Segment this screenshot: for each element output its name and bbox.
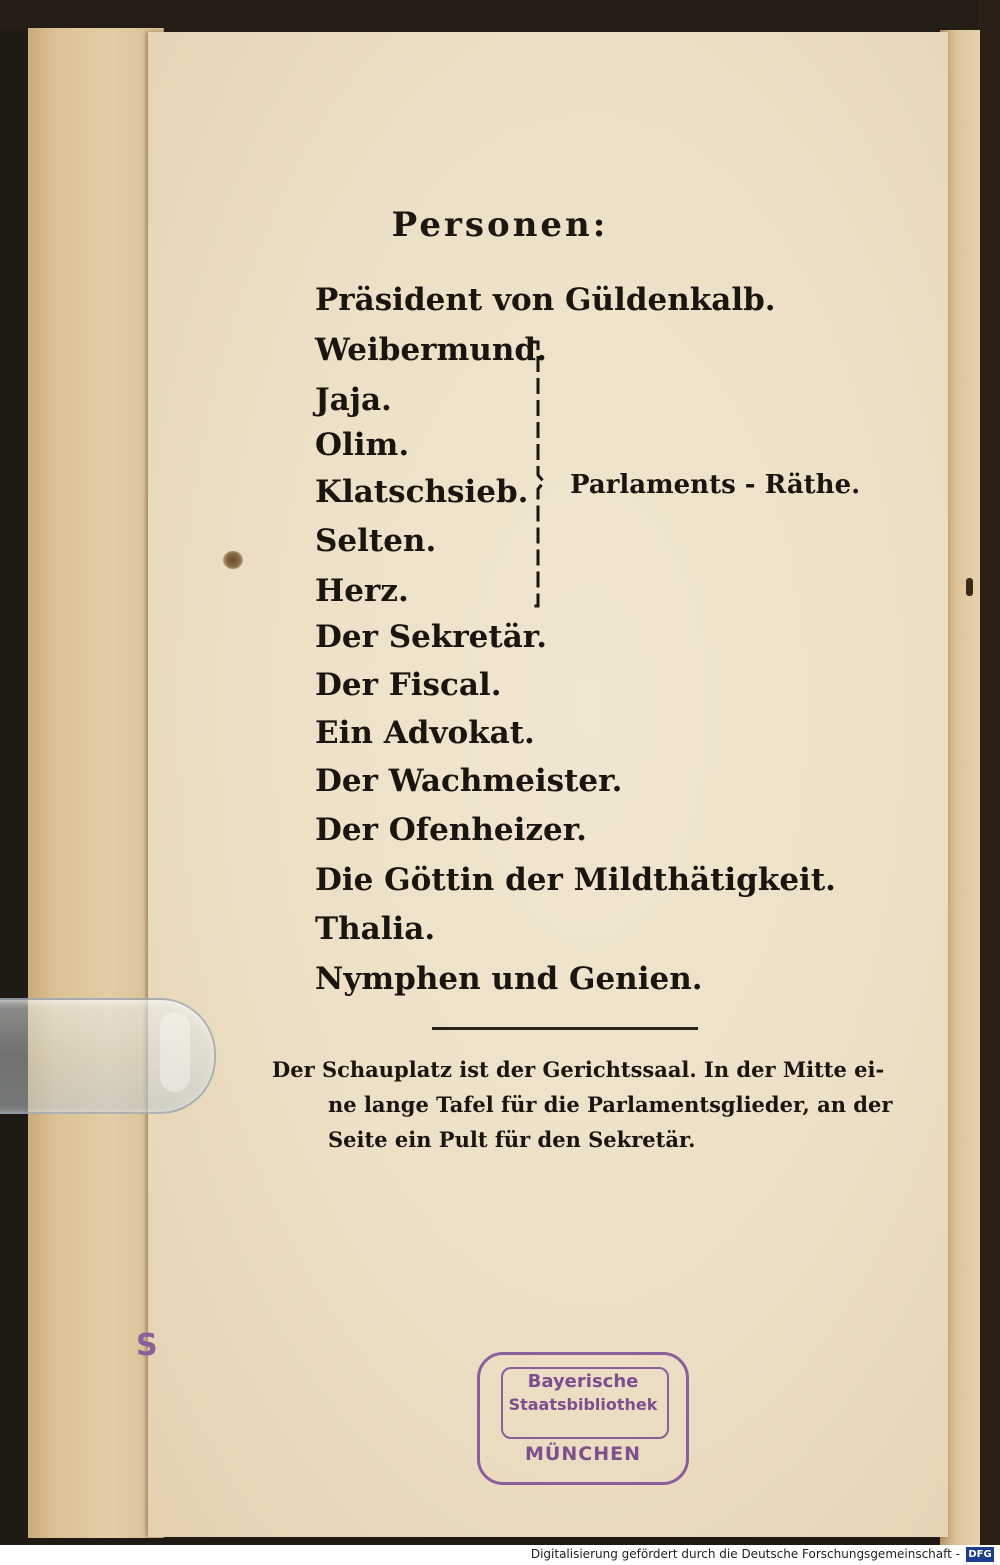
cast-item: Herz. bbox=[315, 573, 409, 609]
cast-item: Die Göttin der Mildthätigkeit. bbox=[315, 862, 836, 898]
cast-item: Ein Advokat. bbox=[315, 715, 535, 751]
cast-item: Thalia. bbox=[315, 911, 436, 947]
group-label: Parlaments - Räthe. bbox=[570, 470, 861, 500]
scan-background-top bbox=[0, 0, 1000, 30]
cast-item: Klatschsieb. bbox=[315, 474, 529, 510]
cast-item: Selten. bbox=[315, 523, 437, 559]
cast-item: Nymphen und Genien. bbox=[315, 961, 703, 997]
cast-item: Präsident von Güldenkalb. bbox=[315, 282, 776, 318]
clip-highlight bbox=[160, 1012, 190, 1092]
footer-bar bbox=[0, 1545, 1000, 1565]
cast-item: Der Wachmeister. bbox=[315, 763, 623, 799]
cast-item: Olim. bbox=[315, 427, 410, 463]
cast-item: Jaja. bbox=[315, 382, 392, 418]
paper-stain bbox=[223, 551, 243, 569]
stamp-line: Staatsbibliothek bbox=[508, 1395, 658, 1414]
cast-item: Der Fiscal. bbox=[315, 667, 502, 703]
funding-credit: Digitalisierung gefördert durch die Deutsche Forschungsgemeinschaft - bbox=[530, 1547, 960, 1561]
stage-direction-line: ne lange Tafel für die Parlamentsglieder, an der bbox=[328, 1092, 893, 1117]
divider-rule bbox=[432, 1027, 698, 1030]
stage-direction-line: Seite ein Pult für den Sekretär. bbox=[328, 1127, 696, 1152]
stamp-line: Bayerische bbox=[527, 1371, 639, 1392]
ink-mark bbox=[966, 578, 973, 596]
stage-direction bbox=[272, 1052, 902, 1157]
cast-item: Der Sekretär. bbox=[315, 619, 548, 655]
cast-item: Weibermund. bbox=[315, 332, 547, 368]
dfg-logo: DFG bbox=[966, 1547, 994, 1562]
library-stamp bbox=[477, 1352, 689, 1485]
stamp-line: MÜNCHEN bbox=[525, 1443, 641, 1465]
previous-page-edge bbox=[28, 28, 164, 1538]
group-bracket bbox=[528, 340, 546, 610]
cast-item: Der Ofenheizer. bbox=[315, 812, 587, 848]
stage-direction-line: Der Schauplatz ist der Gerichtssaal. In der Mitte ei- bbox=[272, 1057, 885, 1082]
side-stamp-fragment: S bbox=[136, 1328, 158, 1363]
page-title: Personen: bbox=[391, 205, 609, 245]
